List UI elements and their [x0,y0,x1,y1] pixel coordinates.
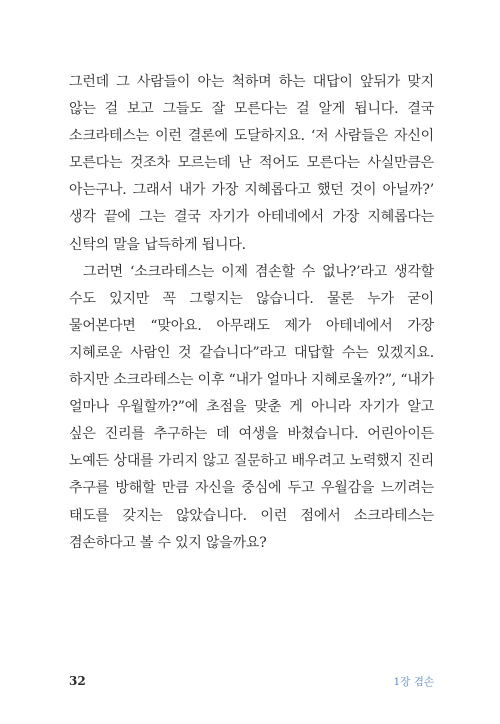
body-text [69,69,434,557]
paragraph-2: 그러면 ‘소크라테스는 이제 겸손할 수 없나?’라고 생각할 수도 있지만 꼭 그렇지는 않습니다. 물론 누가 굳이 물어본다면 “맞아요. 아무래도 제가 아테네에서 가장 지혜로운 사람인 것 같습니다”라고 대답할 수는 있겠지요. 하지만 소크라테스는 이후 “내가 얼마나 지혜로울까?”, “내가 얼마나 우월할까?”에 초점을 맞춘 게 아니라 자기가 알고 싶은 진리를 추구하는 데 여생을 바쳤습니다. 어린아이든 노예든 상대를 가리지 않고 질문하고 배우려고 노력했지 진리 추구를 방해할 만큼 자신을 중심에 두고 우월감을 느끼려는 태도를 갖지는 않았습니다. 이런 점에서 소크라테스는 겸손하다고 볼 수 있지 않을까요? [69,263,434,551]
paragraph-1: 그런데 그 사람들이 아는 척하며 하는 대답이 앞뒤가 맞지 않는 걸 보고 그들도 잘 모른다는 걸 알게 됩니다. 결국 소크라테스는 이런 결론에 도달하지요. ‘저 사람들은 자신이 모른다는 것조차 모르는데 난 적어도 모른다는 사실만큼은 아는구나. 그래서 내가 가장 지혜롭다고 했던 것이 아닐까?’ 생각 끝에 그는 결국 자기가 아테네에서 가장 지혜롭다는 신탁의 말을 납득하게 됩니다. [69,74,434,253]
page-number: 32 [69,674,86,688]
chapter-label: 1장 겸손 [393,675,434,688]
page-footer [69,671,434,691]
